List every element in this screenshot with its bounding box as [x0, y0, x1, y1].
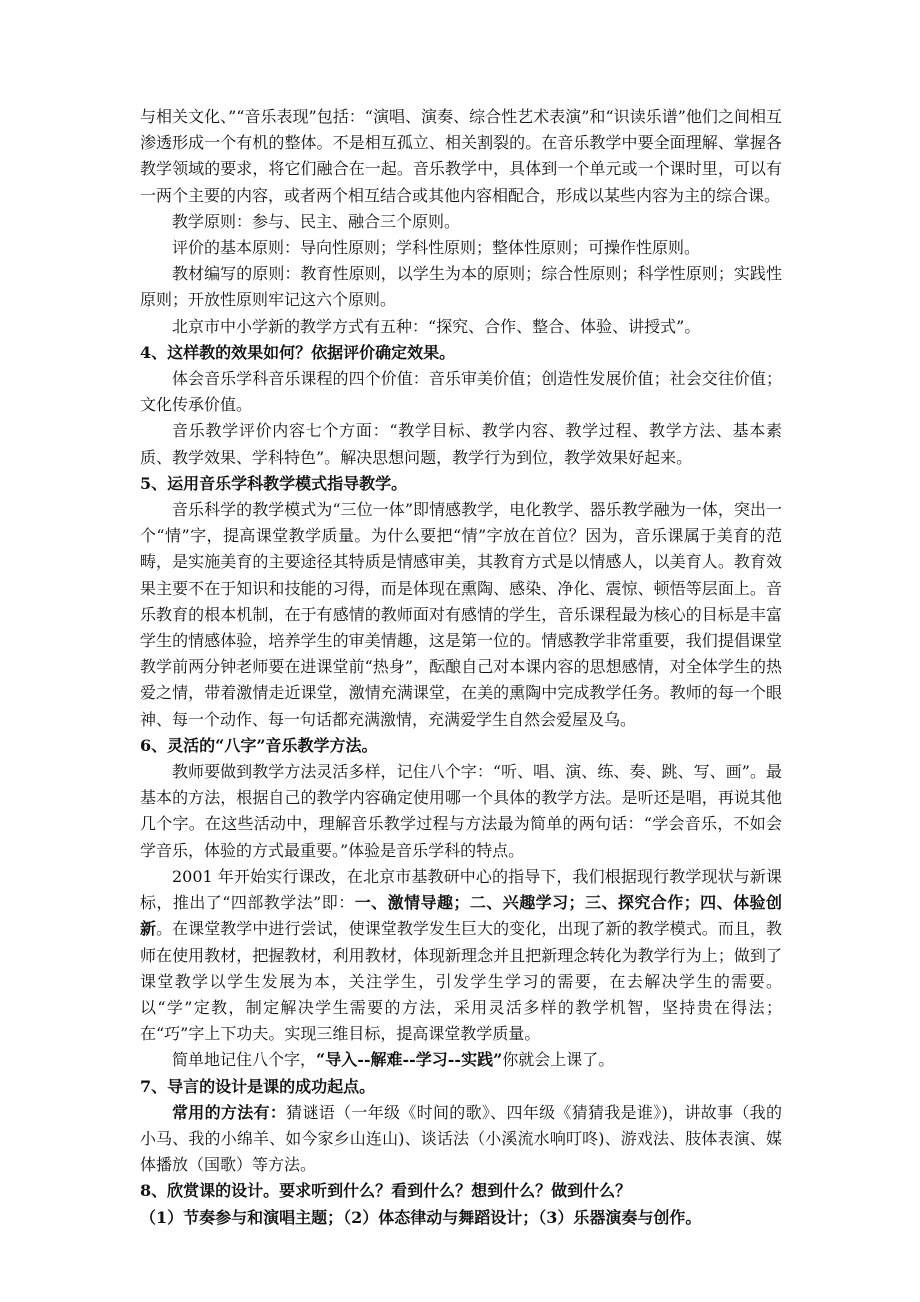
section-subheading-8-items: （1）节奏参与和演唱主题；（2）体态律动与舞蹈设计；（3）乐器演奏与创作。 — [140, 1207, 702, 1227]
section-heading-6: 6、灵活的“八字”音乐教学方法。 — [140, 735, 378, 755]
text-run: 猜谜语（一年级《时间的歌》、四年级《猜猜我是谁》)，讲故事（我的小马、我的小绵羊、如今家乡山连山)、谈话法（小溪流水响叮咚)、游戏法、肢体表演、媒体播放（国歌）等方法。 — [140, 1102, 782, 1175]
paragraph-teaching-methods-beijing: 北京市中小学新的教学方式有五种：“探究、合作、整合、体验、讲授式”。 — [172, 316, 701, 336]
paragraph-textbook-principles: 教材编写的原则：教育性原则，以学生为本的原则；综合性原则；科学性原则；实践性原则；开放性原则牢记这六个原则。 — [140, 264, 782, 310]
section-heading-8: 8、欣赏课的设计。要求听到什么？看到什么？想到什么？做到什么？ — [140, 1181, 632, 1201]
section-heading-5: 5、运用音乐学科教学模式指导教学。 — [140, 473, 408, 493]
text-run: 。在课堂教学中进行尝试，使课堂教学发生巨大的变化，出现了新的教学模式。而且，教师在使用教材，把握教材，利用教材，体现新理念并且把新理念转化为教学行为上；做到了课堂教学以学生发展为本，关注学生，引发学生学习的需要，在去解决学生的需要。以“学”定教，制定解决学生需要的方法，采用灵活多样的教学机智，坚持贵在得法；在“巧”字上下功夫。实现三维目标，提高课堂教学质量。 — [140, 919, 782, 1044]
paragraph-common-methods — [140, 1100, 782, 1179]
paragraph-curriculum-reform — [140, 864, 782, 1047]
text-run: 简单地记住八个字， — [172, 1050, 317, 1070]
paragraph-four-values: 体会音乐学科音乐课程的四个价值：音乐审美价值；创造性发展价值；社会交往价值；文化传承价值。 — [140, 369, 782, 415]
section-heading-4: 4、这样教的效果如何？依据评价确定效果。 — [140, 342, 456, 362]
text-run-bold: 常用的方法有： — [172, 1102, 287, 1122]
paragraph-eight-characters: 教师要做到教学方法灵活多样，记住八个字：“听、唱、演、练、奏、跳、写、画”。最基本的方法，根据自己的教学内容确定使用哪一个具体的教学方法。是听还是唱，再说其他几个字。在这些活动中，理解音乐教学过程与方法最为简单的两句话：“学会音乐，不如会学音乐，体验的方式最重要。”体验是音乐学科的特点。 — [140, 762, 782, 860]
paragraph-evaluation-principles: 评价的基本原则：导向性原则；学科性原则；整体性原则；可操作性原则。 — [172, 238, 701, 258]
paragraph-evaluation-content: 音乐教学评价内容七个方面：“教学目标、教学内容、教学过程、教学方法、基本素质、教学效果、学科特色”。解决思想问题，教学行为到位，教学效果好起来。 — [140, 421, 782, 467]
section-heading-7: 7、导言的设计是课的成功起点。 — [140, 1076, 376, 1096]
paragraph-teaching-model: 音乐科学的教学模式为“三位一体”即情感教学，电化教学、器乐教学融为一体，突出一个“情”字，提高课堂教学质量。为什么要把“情”字放在首位？因为，音乐课属于美育的范畴，是实施美育的主要途径其特质是情感审美，其教育方式是以情感人，以美育人。教育效果主要不在于知识和技能的习得，而是体现在熏陶、感染、净化、震惊、顿悟等层面上。音乐教育的根本机制，在于有感情的教师面对有感情的学生，音乐课程最为核心的目标是丰富学生的情感体验，培养学生的审美情趣，这是第一位的。情感教学非常重要，我们提倡课堂教学前两分钟老师要在进课堂前“热身”，酝酿自己对本课内容的思想感情，对全体学生的热爱之情，带着激情走近课堂，激情充满课堂，在美的熏陶中完成教学任务。教师的每一个眼神、每一个动作、每一句话都充满激情，充满爱学生自然会爱屋及乌。 — [140, 500, 782, 729]
paragraph-simple-eight-characters — [140, 1047, 782, 1073]
paragraph-teaching-principles: 教学原则：参与、民主、融合三个原则。 — [172, 211, 461, 231]
text-run: 你就会上课了。 — [502, 1050, 615, 1070]
paragraph-continuation: 与相关文化、”“音乐表现”包括：“演唱、演奏、综合性艺术表演”和“识读乐谱”他们之间相互渗透形成一个有机的整体。不是相互孤立、相关割裂的。在音乐教学中要全面理解、掌握各教学领域的要求，将它们融合在一起。音乐教学中，具体到一个单元或一个课时里，可以有一两个主要的内容，或者两个相互结合或其他内容相配合，形成以某些内容为主的综合课。 — [140, 107, 782, 205]
text-run-bold: 一、激情导趣；二、兴趣学习；三、探究合作；四、体验创新 — [140, 893, 782, 939]
text-run-bold: “导入--解难--学习--实践” — [316, 1050, 503, 1070]
text-run: 2001 年开始实行课改，在北京市基教研中心的指导下，我们根据现行教学现状与新课标，推出了“四部教学法”即： — [140, 866, 782, 913]
